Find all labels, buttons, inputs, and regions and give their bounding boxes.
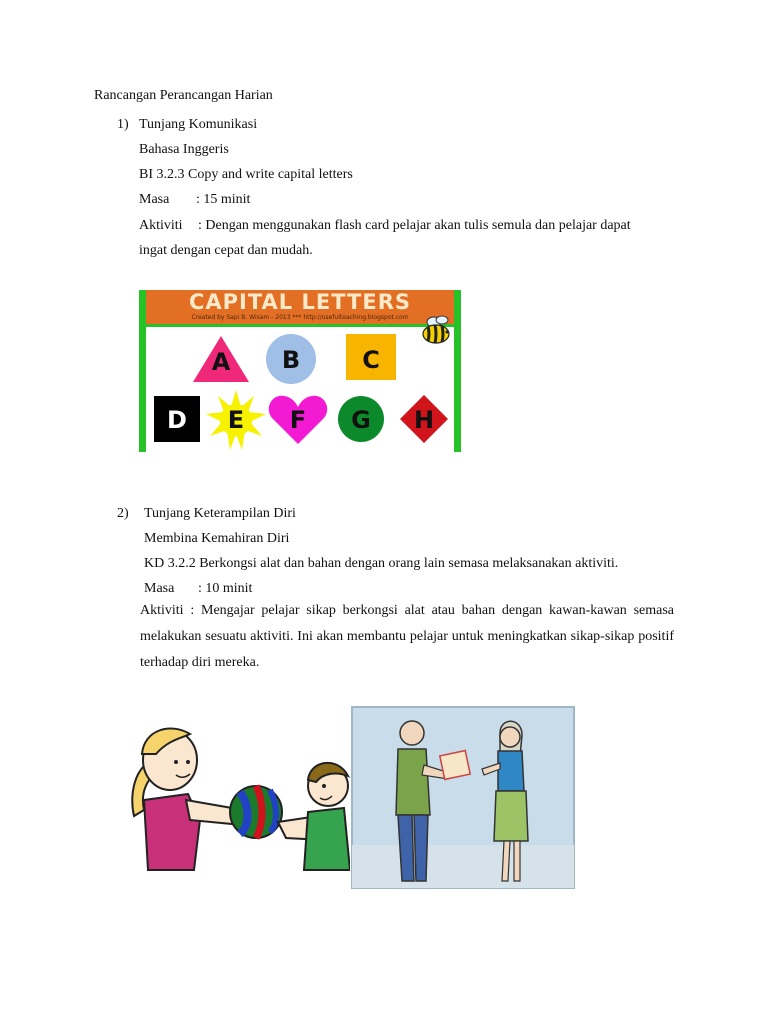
section-2-aktiviti-paragraph: Aktiviti : Mengajar pelajar sikap berkongsi alat atau bahan dengan kawan-kawan semasa melakukan sesuatu aktiviti. Ini akan membantu pelajar untuk meningkatkan sikap-sikap positif terhadap diri mereka.	[140, 603, 674, 670]
section-1-masa-value: : 15 minit	[196, 192, 251, 207]
flashcard-header	[146, 290, 454, 327]
flashcard-title: CAPITAL LETTERS	[188, 290, 411, 314]
section-1-aktiviti-label: Aktiviti	[139, 218, 183, 233]
section-1-number: 1)	[117, 117, 129, 132]
adults-sharing-illustration	[350, 705, 576, 890]
section-2-standard: KD 3.2.2 Berkongsi alat dan bahan dengan orang lain semasa melaksanakan aktiviti.	[144, 556, 619, 571]
section-1-title: Tunjang Komunikasi	[139, 117, 258, 132]
letter-f: F	[289, 406, 307, 434]
section-2-number: 2)	[117, 506, 129, 521]
section-1-standard: BI 3.2.3 Copy and write capital letters	[139, 167, 353, 182]
section-1-aktiviti-text-cont: ingat dengan cepat dan mudah.	[139, 243, 313, 258]
section-2-title: Tunjang Keterampilan Diri	[144, 506, 296, 521]
letter-g: G	[351, 406, 371, 434]
section-1-subject: Bahasa Inggeris	[139, 142, 229, 157]
section-2-masa-label: Masa	[144, 581, 175, 596]
letter-h: H	[413, 406, 435, 434]
capital-letters-flashcard	[139, 290, 461, 452]
children-sharing-ball-illustration	[128, 720, 350, 890]
document-heading: Rancangan Perancangan Harian	[94, 88, 273, 103]
bee-icon	[416, 310, 456, 350]
section-2-masa-value: : 10 minit	[198, 581, 253, 596]
letter-b: B	[281, 346, 301, 374]
section-1-masa-label: Masa	[139, 192, 170, 207]
section-1-aktiviti-text: : Dengan menggunakan flash card pelajar akan tulis semula dan pelajar dapat	[198, 218, 631, 233]
letter-c: C	[362, 346, 380, 374]
letter-e: E	[227, 406, 245, 434]
flashcard-credit: Created by Sapi B. Wisam - 2013 *** http://usefulteaching.blogspot.com	[191, 314, 409, 321]
letter-d: D	[167, 406, 187, 434]
section-2-subtitle: Membina Kemahiran Diri	[144, 531, 290, 546]
letter-a: A	[211, 348, 231, 376]
